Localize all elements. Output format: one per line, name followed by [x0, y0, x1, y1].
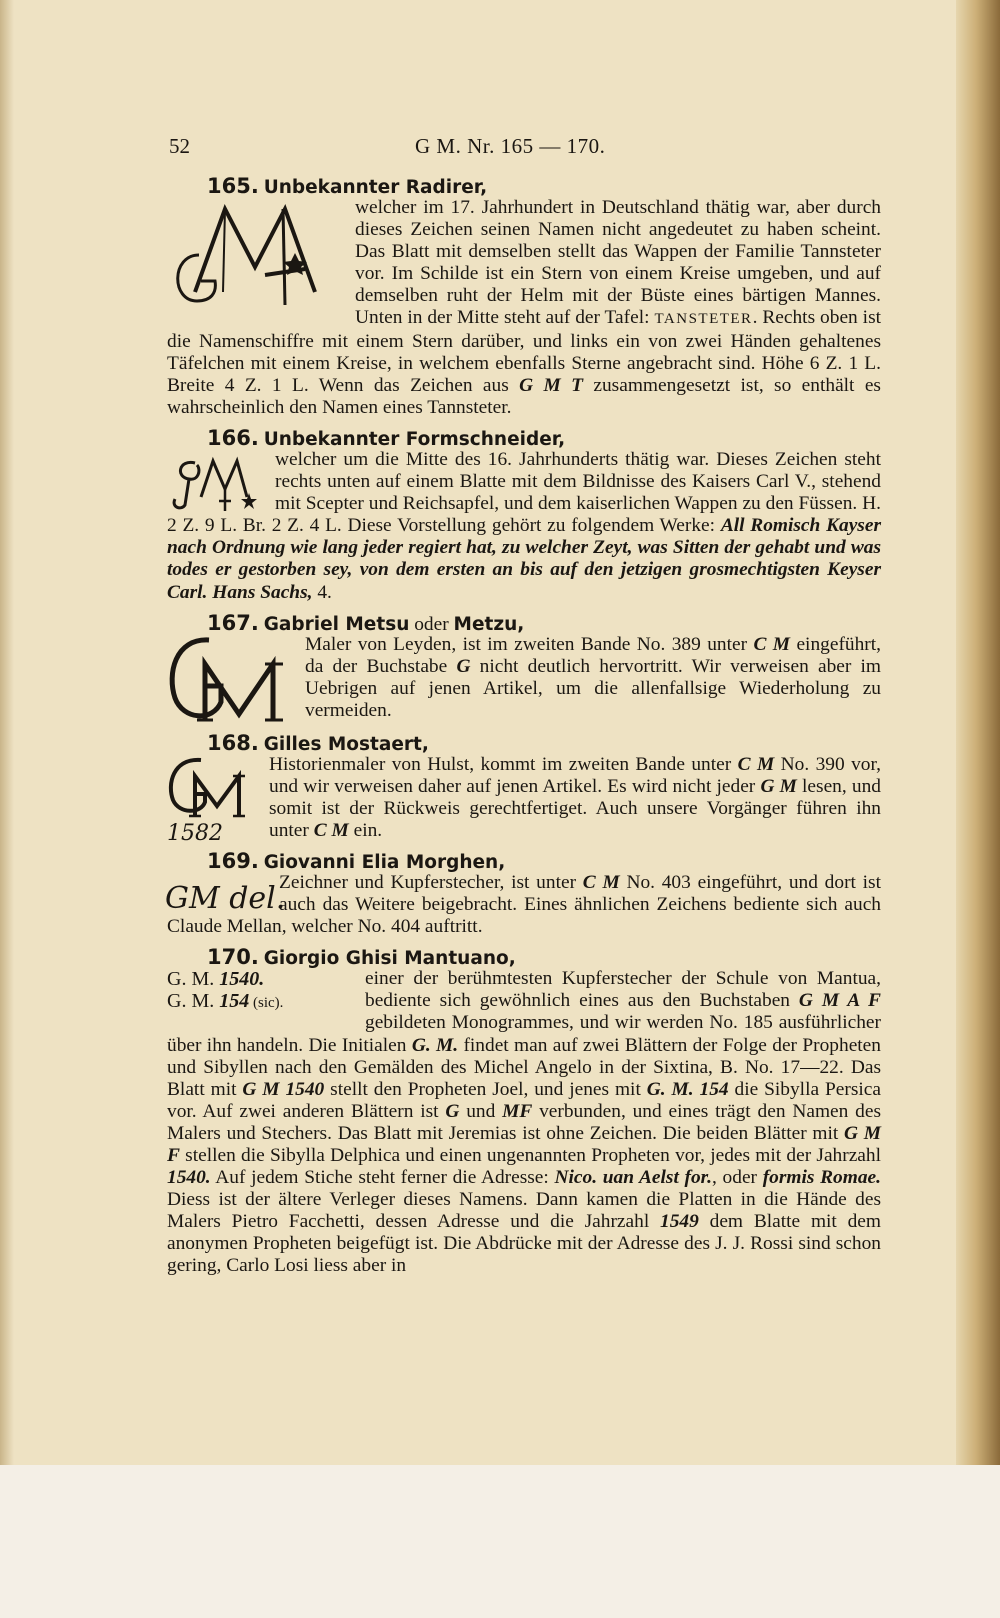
page-body [167, 175, 881, 1286]
entry-text: zusammengesetzt ist, so enthält es wahrscheinlich den Namen eines Tannsteter. [167, 374, 881, 418]
entry-text: lesen, und somit ist der Rückweis gerechtfertiget. Auch unsere Vorgänger führen ihn unter [269, 775, 881, 841]
entry-text: und [459, 1100, 503, 1122]
entry-text: Diess ist der ältere Verleger dieses Namens. Dann kamen die Platten in die Hände des Malers Pietro Facchetti, dessen Adresse und die Jahrzahl [167, 1189, 881, 1233]
entry-heading [167, 427, 881, 449]
entry-text: oder [409, 613, 454, 635]
entry-name: Giovanni Elia Morghen, [263, 851, 506, 873]
entry-text: Maler von Leyden, ist im zweiten Bande No. 389 unter [305, 633, 754, 655]
monogram-gm-image [165, 634, 295, 724]
monogram-inscriptions [167, 968, 357, 1014]
entry-number: 166. [207, 425, 259, 450]
monogram-letters: C M [582, 871, 620, 893]
work-title: All Romisch Kayser nach Ordnung wie lang jeder regiert hat, zu welcher Zeyt, was Sitten der gehabt und was todes er gestorben sey, von dem ersten an bis auf den jetzigen grosmechtigsten Keyser Carl. Hans Sachs, [167, 515, 881, 603]
entry-165 [167, 175, 881, 419]
entry-heading [167, 175, 881, 197]
entry-text: ein. [348, 819, 383, 841]
entry-heading [167, 732, 881, 754]
monogram-gm-script-image [165, 449, 265, 513]
monogram-letters: C M [313, 819, 349, 841]
monogram-letters: G. M. 154 [646, 1078, 729, 1100]
entry-text: welcher im 17. Jahrhundert in Deutschland thätig war, aber durch dieses Zeichen seinen Namen nicht angedeutet zu haben scheint. Das Blatt mit demselben stellt das Wappen der Familie Tannsteter vor. Im Schilde ist ein Stern von einem Kreise umgeben, und auf demselben ruht der Helm mit der Büste eines bärtigen Mannes. Unten in der Mitte steht auf der Tafel: [355, 197, 881, 329]
year: 1549 [660, 1211, 699, 1233]
monogram-gm-del-image [165, 872, 286, 916]
entry-text: findet man auf zwei Blättern der Folge der Propheten und Sibyllen nach den Gemälden des Michel Angelo in der Sixtina, B. No. 17—22. Das Blatt mit [167, 1034, 881, 1100]
inscription-line-2: G. M. 154 (sic). [167, 990, 284, 1013]
monogram-letters: MF [502, 1100, 533, 1122]
svg-text:1582: 1582 [167, 820, 223, 846]
entry-text: die Sibylla Persica vor. Auf zwei anderen Blättern ist [167, 1078, 881, 1122]
entry-name-alt: Metzu, [453, 613, 525, 635]
entry-name: Unbekannter Radirer, [263, 177, 488, 198]
entry-number: 165. [207, 174, 259, 198]
entry-name: Gabriel Metsu [263, 613, 410, 635]
entry-166 [167, 427, 881, 604]
entry-text: . Rechts oben ist die Namenschiffre mit einem Stern darüber, und links ein von zwei Händen gehaltenes Täfelchen mit einem Kreise, in welchem ebenfalls Sterne angebracht sind. Höhe 6 Z. 1 L. Breite 4 Z. 1 L. Wenn das Zeichen aus [167, 307, 881, 396]
publisher-address: Nico. uan Aelst for. [554, 1167, 713, 1189]
monogram-gmt-image [165, 197, 345, 309]
entry-text: nicht deutlich hervortritt. Wir verweisen aber im Uebrigen auf jenen Artikel, um die allenfallsige Wiederholung zu vermeiden. [305, 655, 881, 721]
entry-heading [167, 612, 881, 634]
entry-number: 167. [207, 610, 259, 635]
entry-name: Unbekannter Formschneider, [263, 428, 566, 450]
entry-text: 4. [312, 581, 332, 603]
entry-text: eingeführt, da der Buchstabe [305, 633, 881, 677]
page-number: 52 [169, 134, 190, 158]
entry-text: Zeichner und Kupferstecher, ist unter [279, 871, 583, 893]
inscription-line-1: G. M. 1540. [167, 968, 265, 991]
entry-text: gebildeten Monogrammes, und wir werden No. 185 ausführlicher über ihn handeln. Die Initialen [167, 1012, 881, 1056]
entry-number: 169. [207, 848, 259, 873]
entry-text: welcher um die Mitte des 16. Jahrhunderts thätig war. Dieses Zeichen steht rechts unten auf einem Blatte mit dem Bildnisse des Kaisers Carl V., stehend mit Scepter und Reichsapfel, und dem kaiserlichen Wappen zu den Füssen. H. 2 Z. 9 L. Br. 2 Z. 4 L. Diese Vorstellung gehört zu folgendem Werke: [167, 448, 881, 537]
monogram-letters: C M [753, 633, 791, 655]
entry-text: Historienmaler von Hulst, kommt im zweiten Bande unter [269, 753, 738, 775]
monogram-letters: G M A F [798, 990, 881, 1012]
publisher-address: formis Romae. [762, 1167, 881, 1189]
entry-168 [167, 730, 881, 846]
entry-text: verbunden, und eines trägt den Namen des Malers und Stechers. Das Blatt mit Jeremias ist ohne Zeichen. Die beiden Blätter mit [167, 1100, 881, 1144]
entry-167 [167, 612, 881, 724]
monogram-gm-1582-image [165, 754, 259, 846]
monogram-letters: G [445, 1100, 460, 1122]
tafel-inscription: TANSTETER [654, 311, 753, 328]
entry-text: , oder [712, 1167, 763, 1189]
running-title: G M. Nr. 165 — 170. [415, 134, 606, 158]
entry-text: einer der berühmtesten Kupferstecher der Schule von Mantua, bediente sich gewöhnlich eines aus den Buchstaben [365, 968, 881, 1012]
monogram-letters: C M [737, 753, 775, 775]
svg-text:GM del.: GM del. [165, 880, 286, 916]
monogram-letters: G M F [167, 1122, 882, 1166]
monogram-letters: G M [760, 775, 797, 797]
entry-name: Giorgio Ghisi Mantuano, [263, 948, 516, 970]
entry-text: No. 390 vor, und wir verweisen daher auf jenen Artikel. Es wird nicht jeder [269, 753, 881, 797]
monogram-letters: G [456, 655, 471, 677]
entry-text: Auf jedem Stiche steht ferner die Adresse: [210, 1167, 555, 1189]
entry-heading [167, 946, 881, 968]
monogram-letters: G M T [519, 374, 583, 396]
entry-text: No. 403 eingeführt, und dort ist auch das Weitere beigebracht. Eines ähnlichen Zeichens bediente sich auch Claude Mellan, welcher No. 404 auftritt. [167, 871, 881, 938]
entry-text: stellen die Sibylla Delphica und einen ungenannten Propheten vor, jedes mit der Jahrzahl [179, 1145, 881, 1166]
year: 1540. [167, 1167, 211, 1189]
entry-text: stellt den Propheten Joel, und jenes mit [324, 1078, 647, 1100]
entry-169 [167, 850, 881, 938]
entry-number: 170. [207, 945, 259, 970]
entry-text: dem Blatte mit dem anonymen Propheten beigefügt ist. Die Abdrücke mit der Adresse des J. J. Rossi sind schon gering, Carlo Losi liess aber in [167, 1211, 881, 1277]
page-bottom-margin [0, 1465, 1000, 1618]
monogram-letters: G. M. [411, 1034, 459, 1056]
entry-number: 168. [207, 730, 259, 755]
page-header [169, 134, 879, 164]
page-edge-right [956, 0, 1000, 1618]
entry-name: Gilles Mostaert, [263, 733, 429, 755]
monogram-letters: G M 1540 [242, 1078, 325, 1100]
entry-heading [167, 850, 881, 872]
entry-170 [167, 946, 881, 1277]
page-edge-left [0, 0, 14, 1618]
